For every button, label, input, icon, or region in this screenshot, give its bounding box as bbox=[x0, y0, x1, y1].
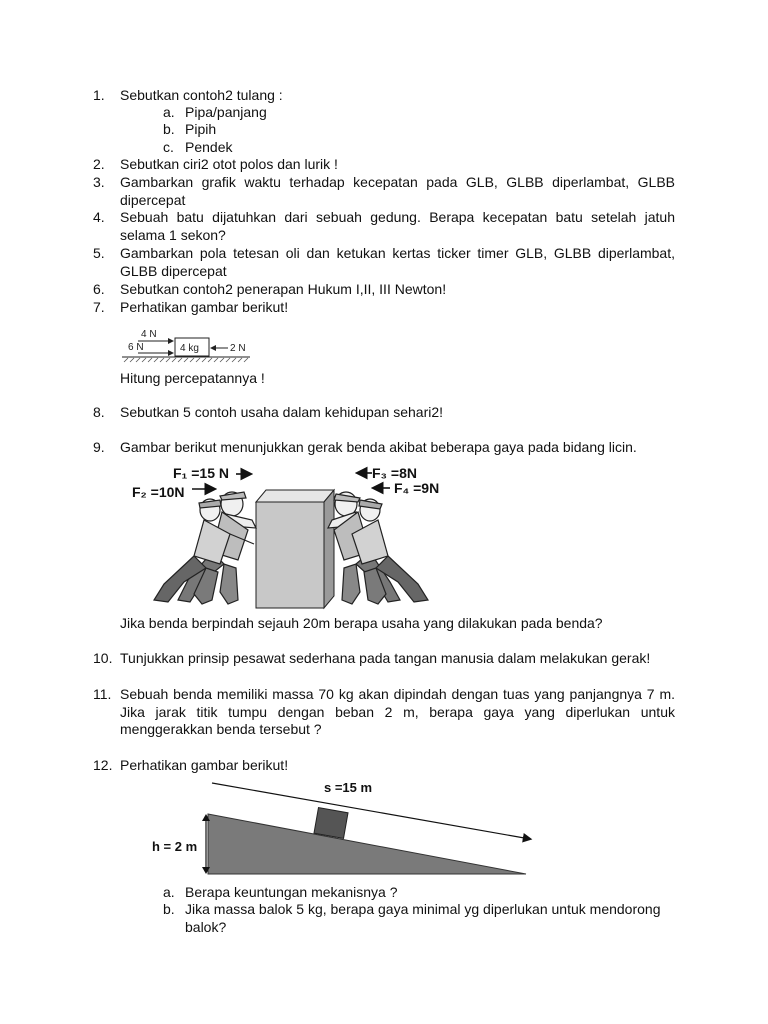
force-f4-label: F₄ =9N bbox=[394, 480, 440, 496]
right-pushers bbox=[328, 492, 428, 604]
figure-12-incline bbox=[148, 776, 540, 880]
question-9-followup: Jika benda berpindah sejauh 20m berapa usaha yang dilakukan pada benda? bbox=[120, 615, 603, 631]
question-text: Sebutkan contoh2 penerapan Hukum I,II, III Newton! bbox=[120, 281, 447, 297]
question-10 bbox=[93, 650, 675, 668]
box-side bbox=[324, 490, 334, 608]
question-9 bbox=[93, 439, 675, 457]
question-number: 7. bbox=[93, 299, 105, 315]
question-text: Gambarkan pola tetesan oli dan ketukan kertas ticker timer GLB, GLBB diperlambat, GLBB dipercepat bbox=[120, 245, 675, 279]
box-top bbox=[256, 490, 334, 502]
question-number: 3. bbox=[93, 174, 105, 190]
question-text: Gambarkan grafik waktu terhadap kecepatan pada GLB, GLBB diperlambat, GLBB dipercepat bbox=[120, 174, 675, 208]
force-label-left: 6 N bbox=[128, 342, 144, 353]
ground-hatch bbox=[124, 358, 248, 362]
question-number: 11. bbox=[93, 686, 112, 702]
force-label-top: 4 N bbox=[141, 329, 157, 340]
mass-label: 4 kg bbox=[180, 343, 199, 354]
figure-7-forces bbox=[118, 324, 258, 368]
question-text: Sebuah benda memiliki massa 70 kg akan dipindah dengan tuas yang panjangnya 7 m. Jika jarak titik tumpu dengan beban 2 m, berapa gaya yang diperlukan untuk menggerakkan benda tersebut ? bbox=[120, 686, 675, 737]
question-12 bbox=[93, 757, 675, 775]
question-number: 5. bbox=[93, 245, 105, 261]
question-text: Gambar berikut menunjukkan gerak benda akibat beberapa gaya pada bidang licin. bbox=[120, 439, 637, 455]
question-text: Sebuah batu dijatuhkan dari sebuah gedung. Berapa kecepatan batu setelah jatuh selama 1 sekon? bbox=[120, 209, 675, 243]
question-number: 12. bbox=[93, 757, 113, 773]
question-8 bbox=[93, 404, 675, 422]
question-7-followup: Hitung percepatannya ! bbox=[120, 370, 265, 386]
question-number: 6. bbox=[93, 281, 105, 297]
distance-label: s =15 m bbox=[324, 780, 373, 795]
option-c: c. Pendek bbox=[163, 139, 233, 155]
question-4 bbox=[93, 209, 675, 244]
question-text: Perhatikan gambar berikut! bbox=[120, 299, 289, 315]
box-front bbox=[256, 502, 324, 608]
force-f1-label: F₁ =15 N bbox=[173, 465, 229, 481]
question-11 bbox=[93, 686, 675, 739]
force-label-right: 2 N bbox=[230, 343, 246, 354]
block-on-incline bbox=[314, 808, 348, 839]
question-text: Sebutkan 5 contoh usaha dalam kehidupan sehari2! bbox=[120, 404, 444, 420]
question-text: Perhatikan gambar berikut! bbox=[120, 757, 289, 773]
question-number: 2. bbox=[93, 156, 105, 172]
question-number: 8. bbox=[93, 404, 105, 420]
left-pushers bbox=[154, 492, 256, 604]
question-6 bbox=[93, 281, 675, 299]
question-1 bbox=[93, 87, 675, 105]
question-5 bbox=[93, 245, 675, 280]
incline-ramp bbox=[208, 814, 526, 874]
question-number: 10. bbox=[93, 650, 113, 666]
height-label: h = 2 m bbox=[152, 839, 198, 854]
question-2 bbox=[93, 156, 675, 174]
question-text: Sebutkan ciri2 otot polos dan lurik ! bbox=[120, 156, 338, 172]
option-a: a. Berapa keuntungan mekanisnya ? bbox=[163, 884, 398, 900]
option-a: a. Pipa/panjang bbox=[163, 104, 267, 120]
option-b: b. Pipih bbox=[163, 121, 217, 137]
option-b: b. Jika massa balok 5 kg, berapa gaya minimal yg diperlukan untuk mendorong balok? bbox=[163, 901, 661, 935]
question-number: 9. bbox=[93, 439, 105, 455]
question-text: Sebutkan contoh2 tulang : bbox=[120, 87, 283, 103]
question-7 bbox=[93, 299, 675, 317]
question-text: Tunjukkan prinsip pesawat sederhana pada tangan manusia dalam melakukan gerak! bbox=[120, 650, 651, 666]
question-number: 1. bbox=[93, 87, 105, 103]
figure-9-pushing bbox=[128, 460, 454, 612]
question-3 bbox=[93, 174, 675, 209]
question-number: 4. bbox=[93, 209, 105, 225]
force-f3-label: F₃ =8N bbox=[372, 465, 417, 481]
force-f2-label: F₂ =10N bbox=[132, 484, 185, 500]
